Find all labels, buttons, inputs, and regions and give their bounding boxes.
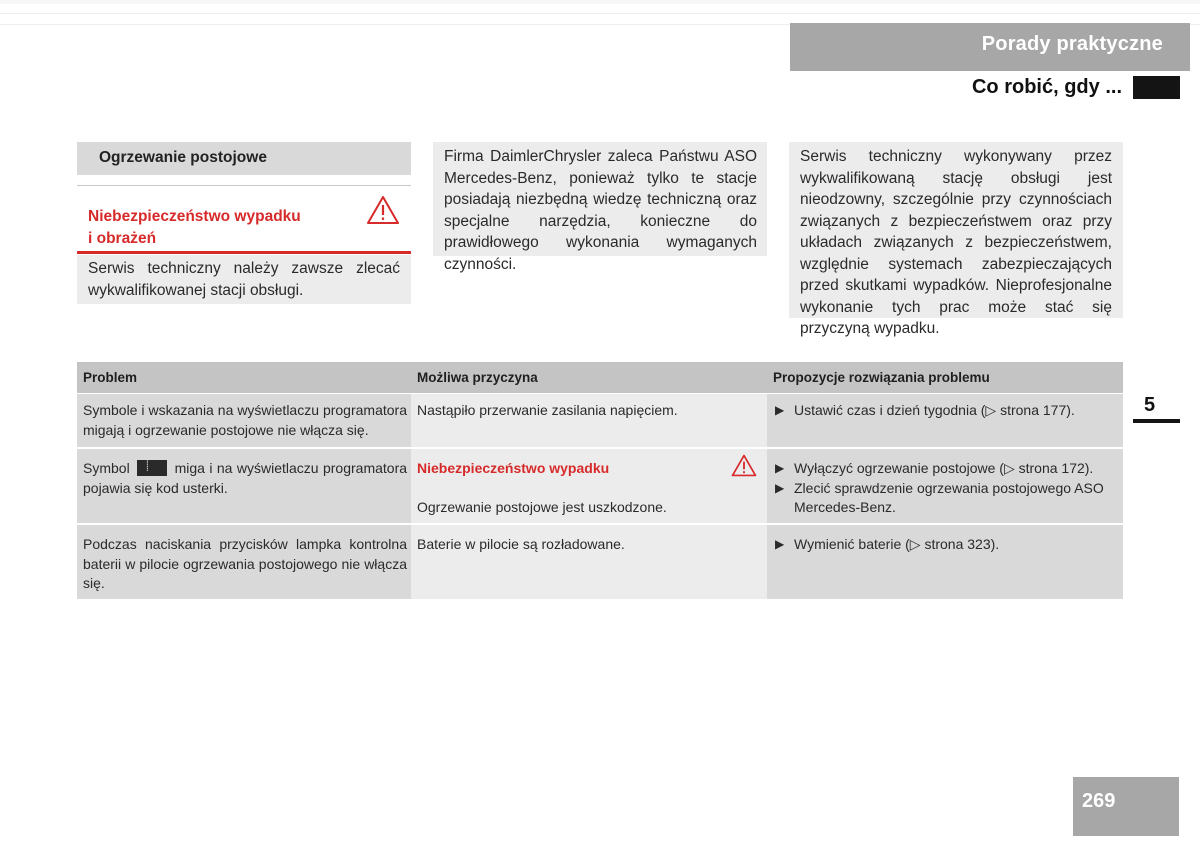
column-header-problem: Problem xyxy=(77,362,411,393)
problem-text: Symbol xyxy=(83,460,130,476)
bullet-arrow-icon: ▶ xyxy=(775,461,785,475)
table-row xyxy=(77,449,1123,523)
bullet-arrow-icon: ▶ xyxy=(775,537,785,551)
solution-cell xyxy=(767,449,1123,523)
warning-triangle-icon xyxy=(366,195,400,225)
bullet-arrow-icon: ▶ xyxy=(775,403,785,417)
cause-text: Ogrzewanie postojowe jest uszkodzone. xyxy=(417,498,667,515)
solution-item xyxy=(773,459,1119,479)
warning-title-line: i obrażeń xyxy=(88,229,157,247)
cause-warning-title: Niebezpieczeństwo wypadku xyxy=(417,460,610,476)
problem-cell xyxy=(77,449,411,523)
cause-cell: Nastąpiło przerwanie zasilania napięciem. xyxy=(411,394,767,447)
subsection-title: Co robić, gdy ... xyxy=(971,76,1122,98)
info-text-recommendation: Firma DaimlerChrysler zaleca Państwu ASO Mercedes-Benz, ponieważ tylko te stacje posiadają niezbędną wiedzę techniczną oraz specjalne narzędzia, konieczne do prawidłowego wykonania wymaganych czynności. xyxy=(433,142,767,256)
solution-item xyxy=(773,401,1119,421)
chapter-rule xyxy=(1133,419,1180,423)
table-row xyxy=(77,525,1123,599)
table-row xyxy=(77,394,1123,447)
top-rule xyxy=(0,0,1200,4)
solution-cell xyxy=(767,394,1123,447)
warning-title xyxy=(88,206,301,249)
warning-title-line: Niebezpieczeństwo wypadku xyxy=(88,208,301,225)
section-title: Porady praktyczne xyxy=(790,23,1190,71)
solution-text: Zlecić sprawdzenie ogrzewania postojowego ASO Mercedes-Benz. xyxy=(794,479,1104,515)
box-heading: Ogrzewanie postojowe xyxy=(77,142,411,175)
table-header-row xyxy=(77,362,1123,393)
bullet-arrow-icon: ▶ xyxy=(775,480,785,495)
heater-symbol-icon: ⸽ xyxy=(137,460,167,476)
cause-cell: Baterie w pilocie są rozładowane. xyxy=(411,525,767,599)
page-number: 269 xyxy=(1073,777,1179,836)
warning-triangle-icon xyxy=(731,454,757,477)
solution-cell xyxy=(767,525,1123,599)
problem-cell: Symbole i wskazania na wyświetlaczu programatora migają i ogrzewanie postojowe nie włącza się. xyxy=(77,394,411,447)
solution-item xyxy=(773,535,1119,555)
top-rule-thin xyxy=(0,13,1200,14)
cause-cell xyxy=(411,449,767,523)
column-header-solution: Propozycje rozwiązania problemu xyxy=(767,362,1123,393)
solution-item xyxy=(773,479,1119,518)
warning-text: Serwis techniczny należy zawsze zlecać wykwalifikowanej stacji obsługi. xyxy=(77,255,411,304)
column-header-cause: Możliwa przyczyna xyxy=(411,362,767,393)
solution-text: Wymienić baterie (▷ strona 323). xyxy=(794,536,1000,552)
chapter-number: 5 xyxy=(1144,394,1156,416)
problem-cell: Podczas naciskania przycisków lampka kontrolna baterii w pilocie ogrzewania postojowego nie włącza się. xyxy=(77,525,411,599)
info-text-service: Serwis techniczny wykonywany przez wykwalifikowaną stację obsługi jest nieodzowny, szczególnie przy czynnościach związanych z bezpieczeństwem oraz przy układach związanych z bezpieczeństwem, względnie systemach zabezpieczających przed skutkami wypadków. Nieprofesjonalne wykonanie tych prac może stać się przyczyną wypadku. xyxy=(789,142,1123,318)
problem-text: miga i na wyświetlaczu programatora pojawia się kod usterki. xyxy=(83,460,408,496)
section-marker xyxy=(1133,76,1180,99)
solution-text: Wyłączyć ogrzewanie postojowe (▷ strona 172). xyxy=(794,460,1094,476)
solution-text: Ustawić czas i dzień tygodnia (▷ strona 177). xyxy=(794,402,1075,418)
